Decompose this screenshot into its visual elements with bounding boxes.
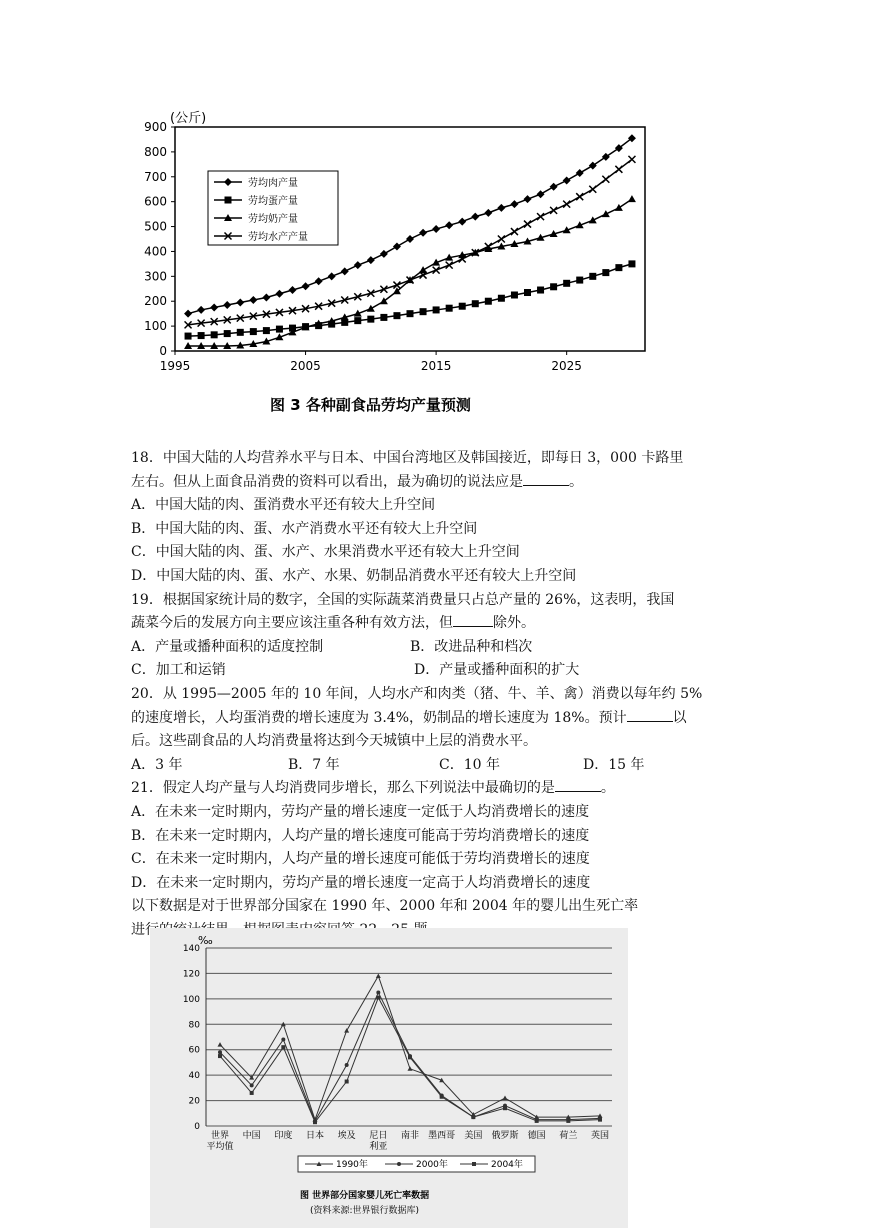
chart1-point [563, 177, 571, 185]
chart2-point [344, 1028, 349, 1033]
chart1-point [315, 277, 323, 285]
chart1-point [615, 204, 623, 211]
chart1-point [184, 310, 192, 318]
chart1-point [446, 305, 453, 312]
chart1-point [236, 298, 244, 306]
chart2-point [345, 1063, 349, 1067]
chart1-point [498, 236, 505, 243]
q20-line2: 的速度增长，人均蛋消费的增长速度为 3.4%，奶制品的增长速度为 18%。预计 以 [131, 707, 741, 731]
chart1-point [380, 250, 388, 258]
q18-line1: 18．中国大陆的人均营养水平与日本、中国台湾地区及韩国接近，即每日 3，000 卡路里 [131, 450, 684, 466]
chart1-point [576, 169, 584, 177]
chart2-title: 图 世界部分国家婴儿死亡率数据 [300, 1191, 430, 1201]
chart2-point [250, 1091, 254, 1095]
q20-line1: 20．从 1995—2005 年的 10 年间，人均水产和肉类（猪、牛、羊、禽）消费以每年约 5% [131, 685, 703, 702]
q18-option-d: D．中国大陆的肉、蛋、水产、水果、奶制品消费水平还有较大上升空间 [131, 567, 577, 584]
chart2-point [345, 1080, 349, 1084]
chart2-point [598, 1118, 602, 1122]
chart1-point [354, 317, 361, 324]
chart2-x-tick-label: 利亚 [369, 1142, 388, 1152]
q21-option-c: C．在未来一定时期内，人均产量的增长速度可能低于劳均消费增长的速度 [131, 851, 590, 868]
chart1-point [407, 310, 414, 317]
chart2-point [503, 1096, 508, 1101]
chart1-point [563, 280, 570, 287]
q18-option-a: A．中国大陆的肉、蛋消费水平还有较大上升空间 [131, 497, 436, 514]
chart2-point [218, 1054, 222, 1058]
q20-options [131, 754, 741, 778]
q19-line2: 蔬菜今后的发展方向主要应该注重各种有效方法，但 除外。 [131, 612, 741, 636]
chart1-point [211, 331, 218, 338]
chart1-y-tick-label: 700 [144, 169, 167, 184]
q18-option-c: C．中国大陆的肉、蛋、水产、水果消费水平还有较大上升空间 [131, 544, 520, 561]
chart1-point [497, 204, 505, 212]
chart1-point [576, 277, 583, 284]
chart2-legend-label: 1990年 [336, 1160, 368, 1170]
chart1-point [250, 328, 257, 335]
chart2-x-tick-label: 俄罗斯 [491, 1131, 519, 1141]
chart1-x-tick-label: 2015 [420, 359, 452, 373]
chart2-y-tick-label: 20 [188, 1096, 200, 1107]
chart1-point [367, 316, 374, 323]
chart2-series [218, 973, 603, 1121]
chart2-point [281, 1045, 285, 1049]
chart2-x-tick-label: 美国 [464, 1131, 483, 1141]
chart2-y-tick-label: 100 [182, 994, 200, 1005]
q20-line3: 后。这些副食品的人均消费量将达到今天城镇中上层的消费水平。 [131, 733, 537, 750]
chart1-y-tick-label: 100 [144, 319, 167, 334]
chart1-point [393, 312, 400, 319]
chart1-point [419, 229, 427, 237]
chart2-point [471, 1115, 475, 1119]
q21-option-a: A．在未来一定时期内，劳均产量的增长速度一定低于人均消费增长的速度 [131, 803, 590, 820]
chart2-point [313, 1120, 317, 1124]
chart2-source: (资料来源:世界银行数据库) [310, 1206, 420, 1216]
chart1-point [249, 296, 257, 304]
chart2-x-tick-label: 平均值 [206, 1142, 234, 1152]
chart2-x-tick-label: 英国 [590, 1131, 610, 1141]
chart1-point [510, 200, 518, 208]
chart2-point [376, 996, 380, 1000]
chart2-y-tick-label: 80 [188, 1020, 200, 1031]
chart2-y-tick-label: 0 [194, 1122, 200, 1132]
chart2-y-tick-label: 60 [188, 1045, 200, 1056]
chart1-point [589, 273, 596, 280]
intro-line1: 以下数据是对于世界部分国家在 1990 年、2000 年和 2004 年的婴儿出生死亡率 [131, 898, 639, 915]
chart2-x-tick-label: 中国 [242, 1131, 261, 1141]
chart1-y-tick-label: 400 [144, 244, 167, 259]
chart1-legend-label: 劳均水产产量 [248, 232, 308, 243]
chart1-point [602, 176, 609, 183]
chart2-x-tick-label: 埃及 [337, 1131, 356, 1141]
chart1-point [472, 300, 479, 307]
chart1-point [225, 197, 232, 204]
chart2-y-unit: ‰ [198, 934, 213, 947]
chart1-point [602, 153, 610, 161]
q21-option-d: D．在未来一定时期内，劳均产量的增长速度一定高于人均消费增长的速度 [131, 874, 591, 891]
chart1-y-tick-label: 900 [144, 120, 167, 134]
chart1-point [550, 207, 557, 214]
q21-line1: 21．假定人均产量与人均消费同步增长，那么下列说法中最确切的是 。 [131, 777, 741, 801]
chart1-point [602, 210, 610, 217]
chart1-point [589, 186, 596, 193]
chart1-point [224, 330, 231, 337]
chart2-y-tick-label: 120 [182, 969, 200, 980]
chart2-y-tick-label: 140 [182, 944, 200, 954]
chart1-title: 图 3 各种副食品劳均产量预测 [270, 396, 471, 414]
chart2-x-tick-label: 荷兰 [559, 1131, 578, 1141]
chart1-legend [208, 171, 338, 245]
chart2-point [376, 991, 380, 995]
q21-option-b: B．在未来一定时期内，人均产量的增长速度可能高于劳均消费增长的速度 [131, 827, 590, 844]
chart1-legend-label: 劳均蛋产量 [248, 196, 298, 207]
chart2-point [566, 1119, 570, 1123]
q18-option-b: B．中国大陆的肉、蛋、水产消费水平还有较大上升空间 [131, 520, 478, 537]
chart1-legend-label: 劳均奶产量 [248, 214, 298, 225]
q18-line2: 左右。但从上面食品消费的资料可以看出，最为确切的说法应是 。 [131, 471, 741, 495]
chart1-point [302, 282, 310, 290]
chart2-x-tick-label: 德国 [527, 1131, 546, 1141]
chart1-point [615, 264, 622, 271]
chart2-point [408, 1055, 412, 1059]
chart1-y-unit: (公斤) [170, 111, 207, 126]
chart1-point [198, 332, 205, 339]
chart1-point [484, 209, 492, 217]
chart1-point [524, 221, 531, 228]
chart1-point [262, 293, 270, 301]
chart1-y-tick-label: 600 [144, 194, 167, 209]
chart1-point [210, 303, 218, 311]
q19-options-ab [131, 636, 741, 660]
q20-option-c: C．10 年 [439, 756, 500, 773]
meat-egg-milk-aquatic-chart [130, 100, 670, 430]
chart1-point [185, 333, 192, 340]
chart1-x-tick-label: 1995 [159, 359, 191, 373]
q20-option-a: A．3 年 [131, 756, 183, 773]
chart2-x-tick-label: 南非 [400, 1131, 420, 1141]
chart1-point [602, 269, 609, 276]
chart1-y-tick-label: 800 [144, 144, 167, 159]
chart1-point [380, 314, 387, 321]
chart2-legend-marker [472, 1162, 476, 1166]
chart1-point [420, 308, 427, 315]
q19-line1: 19．根据国家统计局的数字，全国的实际蔬菜消费量只占总产量的 26%，这表明，我国 [131, 591, 675, 608]
chart2-series-line [220, 976, 600, 1120]
answer-blank [453, 612, 493, 627]
chart2-x-tick-label: 墨西哥 [428, 1131, 456, 1141]
chart2-y-tick-label: 40 [188, 1071, 200, 1082]
infant-mortality-chart [150, 928, 628, 1228]
chart1-point [446, 262, 453, 269]
q19-option-b: B．改进品种和档次 [410, 638, 533, 655]
chart1-point [276, 326, 283, 333]
answer-blank [627, 707, 673, 722]
chart2-series [218, 996, 602, 1125]
chart2-series-line [220, 998, 600, 1123]
chart1-point [433, 306, 440, 313]
chart1-point [406, 235, 414, 243]
chart1-point [563, 201, 570, 208]
chart2-point [503, 1106, 507, 1110]
chart1-point [537, 213, 544, 220]
chart1-point [237, 329, 244, 336]
chart1-point [458, 218, 466, 226]
chart1-y-tick-label: 200 [144, 294, 167, 309]
chart2-x-tick-label: 印度 [274, 1131, 293, 1141]
q20-option-d: D．15 年 [583, 756, 645, 773]
chart1-point [367, 305, 375, 312]
chart2-point [218, 1050, 222, 1054]
chart2-x-tick-label: 世界 [210, 1131, 230, 1141]
answer-blank [523, 471, 569, 486]
chart1-point [550, 183, 558, 191]
chart1-point [628, 260, 635, 267]
chart1-point [511, 292, 518, 299]
chart1-y-tick-label: 0 [159, 344, 167, 358]
chart1-point [289, 286, 297, 294]
chart1-x-tick-label: 2025 [551, 359, 582, 373]
chart1-point [498, 295, 505, 302]
chart1-point [432, 225, 440, 233]
chart1-point [589, 162, 597, 170]
chart1-point [433, 267, 440, 274]
chart1-point [524, 289, 531, 296]
chart1-point [354, 261, 362, 269]
chart1-point [328, 272, 336, 280]
chart1-point [511, 228, 518, 235]
chart2-legend-label: 2000年 [416, 1160, 448, 1170]
chart1-point [223, 301, 231, 309]
q19-option-c: C．加工和运销 [131, 662, 226, 679]
chart2-point [535, 1119, 539, 1123]
chart1-point [628, 156, 635, 163]
chart1-legend-label: 劳均肉产量 [248, 178, 298, 189]
chart1-point [628, 195, 636, 202]
chart1-point [263, 327, 270, 334]
chart1-point [445, 221, 453, 229]
chart1-point [589, 216, 597, 223]
chart2-point [250, 1083, 254, 1087]
chart2-point [408, 1066, 413, 1071]
chart1-point [615, 166, 622, 173]
chart1-point [537, 190, 545, 198]
chart2-point [440, 1095, 444, 1099]
chart1-point [341, 267, 349, 275]
chart1-x-tick-label: 2005 [290, 359, 321, 373]
q19-option-d: D．产量或播种面积的扩大 [414, 662, 580, 679]
answer-blank [555, 777, 601, 792]
chart1-point [275, 290, 283, 298]
chart1-point [197, 306, 205, 314]
chart1-point [537, 287, 544, 294]
chart1-point [393, 242, 401, 250]
question-text [131, 447, 741, 942]
chart1-point [524, 195, 532, 203]
chart2-legend [298, 1156, 535, 1172]
chart1-point [459, 303, 466, 310]
chart2-point [218, 1042, 223, 1047]
chart2-x-tick-label: 日本 [305, 1131, 325, 1141]
chart2-point [376, 973, 381, 978]
chart2-legend-marker [397, 1162, 401, 1166]
q19-option-a: A．产量或播种面积的适度控制 [131, 638, 324, 655]
chart2-x-tick-label: 尼日 [369, 1131, 388, 1141]
chart2-point [281, 1038, 285, 1042]
chart1-point [576, 193, 583, 200]
chart2-legend-label: 2004年 [491, 1160, 523, 1170]
intro-line2: 进行的统计结果，根据图表内容回答 22—25 题。 [131, 921, 442, 938]
chart1-point [367, 256, 375, 264]
q20-option-b: B．7 年 [288, 756, 340, 773]
chart1-point [471, 213, 479, 221]
chart1-y-tick-label: 300 [144, 269, 167, 284]
chart1-point [550, 283, 557, 290]
q19-options-cd [131, 659, 741, 683]
chart1-y-tick-label: 500 [144, 219, 167, 234]
chart1-point [485, 298, 492, 305]
